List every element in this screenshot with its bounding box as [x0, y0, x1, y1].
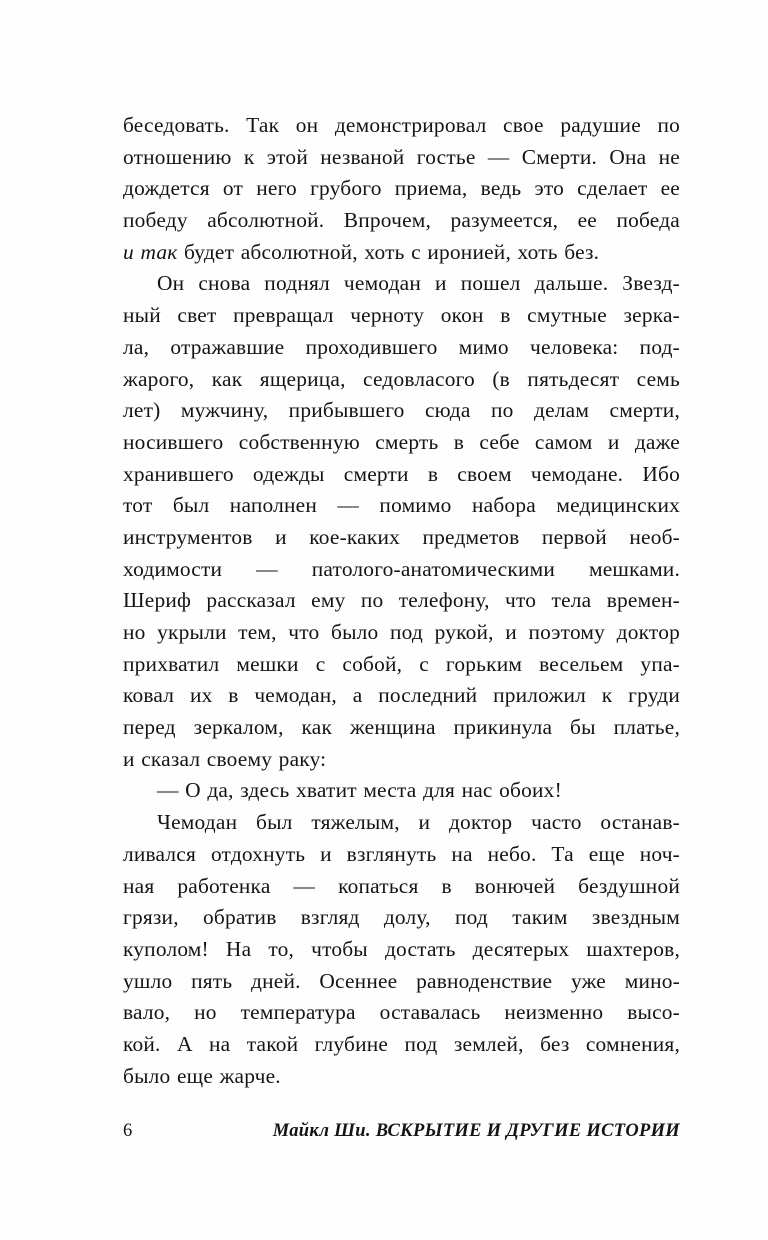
paragraph	[123, 110, 680, 268]
text-line: прихватил мешки с собой, с горьким весельем упа-	[123, 651, 680, 676]
text-line: Чемодан был тяжелым, и доктор часто останав-	[157, 810, 680, 835]
text-line: инструментов и кое-каких предметов первой необ-	[123, 524, 680, 549]
page-number: 6	[123, 1121, 133, 1141]
text-line: тот был наполнен — помимо набора медицинских	[123, 493, 680, 518]
text-line: победу абсолютной. Впрочем, разумеется, ее победа	[123, 208, 680, 233]
running-title: Майкл Ши. ВСКРЫТИЕ И ДРУГИЕ ИСТОРИИ	[272, 1121, 680, 1141]
text-line: ушло пять дней. Осеннее равноденствие уже мино-	[123, 968, 680, 993]
text-line: но укрыли тем, что было под рукой, и поэтому доктор	[123, 620, 680, 644]
text-line: ный свет превращал черноту окон в смутные зерка-	[123, 303, 680, 328]
text-line: было еще жарче.	[123, 1063, 281, 1088]
text-line: жарого, как ящерица, седовласого (в пятьдесят семь	[123, 366, 680, 391]
text-line: ла, отражавшие проходившего мимо человека: под-	[123, 334, 680, 359]
text-line	[123, 237, 680, 269]
text-line: хранившего одежды смерти в своем чемодане. Ибо	[123, 461, 680, 486]
text-line: ковал их в чемодан, а последний приложил к груди	[123, 683, 680, 708]
text-segment: будет абсолютной, хоть с иронией, хоть без.	[177, 239, 600, 264]
text-block	[123, 110, 680, 1092]
text-line: Он снова поднял чемодан и пошел дальше. Звезд-	[157, 271, 680, 296]
text-line: лет) мужчину, прибывшего сюда по делам смерти,	[123, 398, 680, 423]
text-line: и сказал своему раку:	[123, 746, 327, 771]
emphasis-text: и так	[123, 239, 178, 264]
text-line: Шериф рассказал ему по телефону, что тела времен-	[123, 588, 680, 613]
text-line: отношению к этой незваной гостье — Смерти. Она не	[123, 144, 680, 169]
text-line: беседовать. Так он демонстрировал свое радушие по	[123, 113, 680, 137]
text-line: кой. А на такой глубине под землей, без сомнения,	[123, 1031, 680, 1056]
text-line: ливался отдохнуть и взглянуть на небо. Та еще ноч-	[123, 841, 680, 866]
text-line: носившего собственную смерть в себе самом и даже	[123, 429, 680, 454]
text-line: вало, но температура оставалась неизменно высо-	[123, 1000, 680, 1025]
text-line: ходимости — патолого-анатомическими мешками.	[123, 556, 680, 581]
text-line: дождется от него грубого приема, ведь это сделает ее	[123, 176, 680, 201]
page-footer	[123, 1116, 680, 1148]
text-line: — О да, здесь хватит места для нас обоих!	[157, 778, 562, 803]
text-line: грязи, обратив взгляд долу, под таким звездным	[123, 905, 680, 930]
paragraph	[123, 775, 680, 807]
text-line: перед зеркалом, как женщина прикинула бы платье,	[123, 715, 680, 740]
paragraph	[123, 268, 680, 775]
text-line: куполом! На то, чтобы достать десятерых шахтеров,	[123, 936, 680, 961]
text-line: ная работенка — копаться в вонючей бездушной	[123, 873, 680, 898]
paragraph	[123, 807, 680, 1092]
